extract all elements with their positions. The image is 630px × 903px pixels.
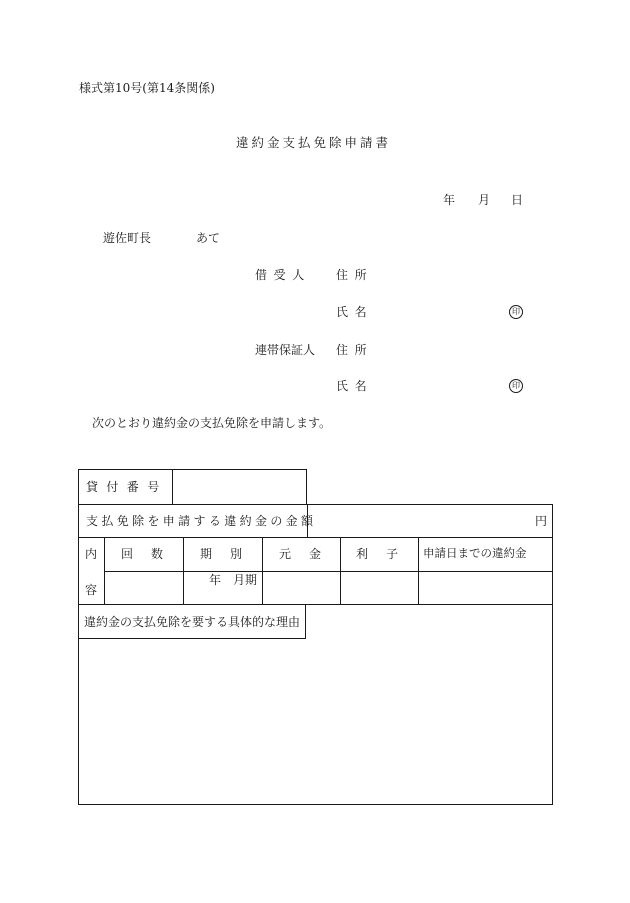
- loan-number-label: 貸付番号: [86, 480, 168, 494]
- request-statement: 次のとおり違約金の支払免除を申請します。: [92, 416, 332, 430]
- borrower-label: 借受人: [255, 268, 311, 282]
- amount-unit: 円: [535, 514, 548, 528]
- interest-value[interactable]: [341, 572, 417, 604]
- borrower-seal-icon: 印: [509, 305, 523, 319]
- date-month-label: 月: [478, 193, 491, 207]
- document-title: 違約金支払免除申請書: [236, 135, 392, 150]
- column-header-count: 回数: [121, 547, 182, 561]
- reason-label: 違約金の支払免除を要する具体的な理由: [84, 615, 301, 629]
- guarantor-address-label: 住所: [336, 343, 374, 357]
- guarantor-name-label: 氏名: [336, 379, 374, 393]
- penalty-value[interactable]: [419, 572, 552, 604]
- borrower-address-label: 住所: [336, 268, 374, 282]
- guarantor-seal-icon: 印: [509, 379, 523, 393]
- column-header-interest: 利子: [356, 547, 417, 561]
- date-day-label: 日: [511, 193, 524, 207]
- column-header-penalty: 申請日までの違約金: [423, 546, 527, 560]
- addressee-name: 遊佐町長: [103, 231, 152, 245]
- column-header-period: 期別: [200, 547, 261, 561]
- column-header-principal: 元金: [279, 547, 340, 561]
- contents-label-bottom: 容: [85, 583, 98, 597]
- reason-text-area[interactable]: [79, 640, 551, 803]
- date-year-label: 年: [443, 193, 456, 207]
- borrower-name-label: 氏名: [336, 305, 374, 319]
- form-number: 様式第10号(第14条関係): [79, 81, 215, 95]
- contents-label-top: 内: [85, 547, 98, 561]
- count-value[interactable]: [105, 572, 182, 604]
- amount-value[interactable]: [308, 505, 552, 537]
- principal-value[interactable]: [263, 572, 339, 604]
- addressee-suffix: あて: [196, 231, 221, 245]
- loan-number-value[interactable]: [173, 470, 306, 504]
- period-value[interactable]: 年 月期: [209, 573, 258, 587]
- guarantor-label: 連帯保証人: [255, 343, 316, 357]
- amount-label: 支払免除を申請する違約金の金額: [86, 514, 317, 528]
